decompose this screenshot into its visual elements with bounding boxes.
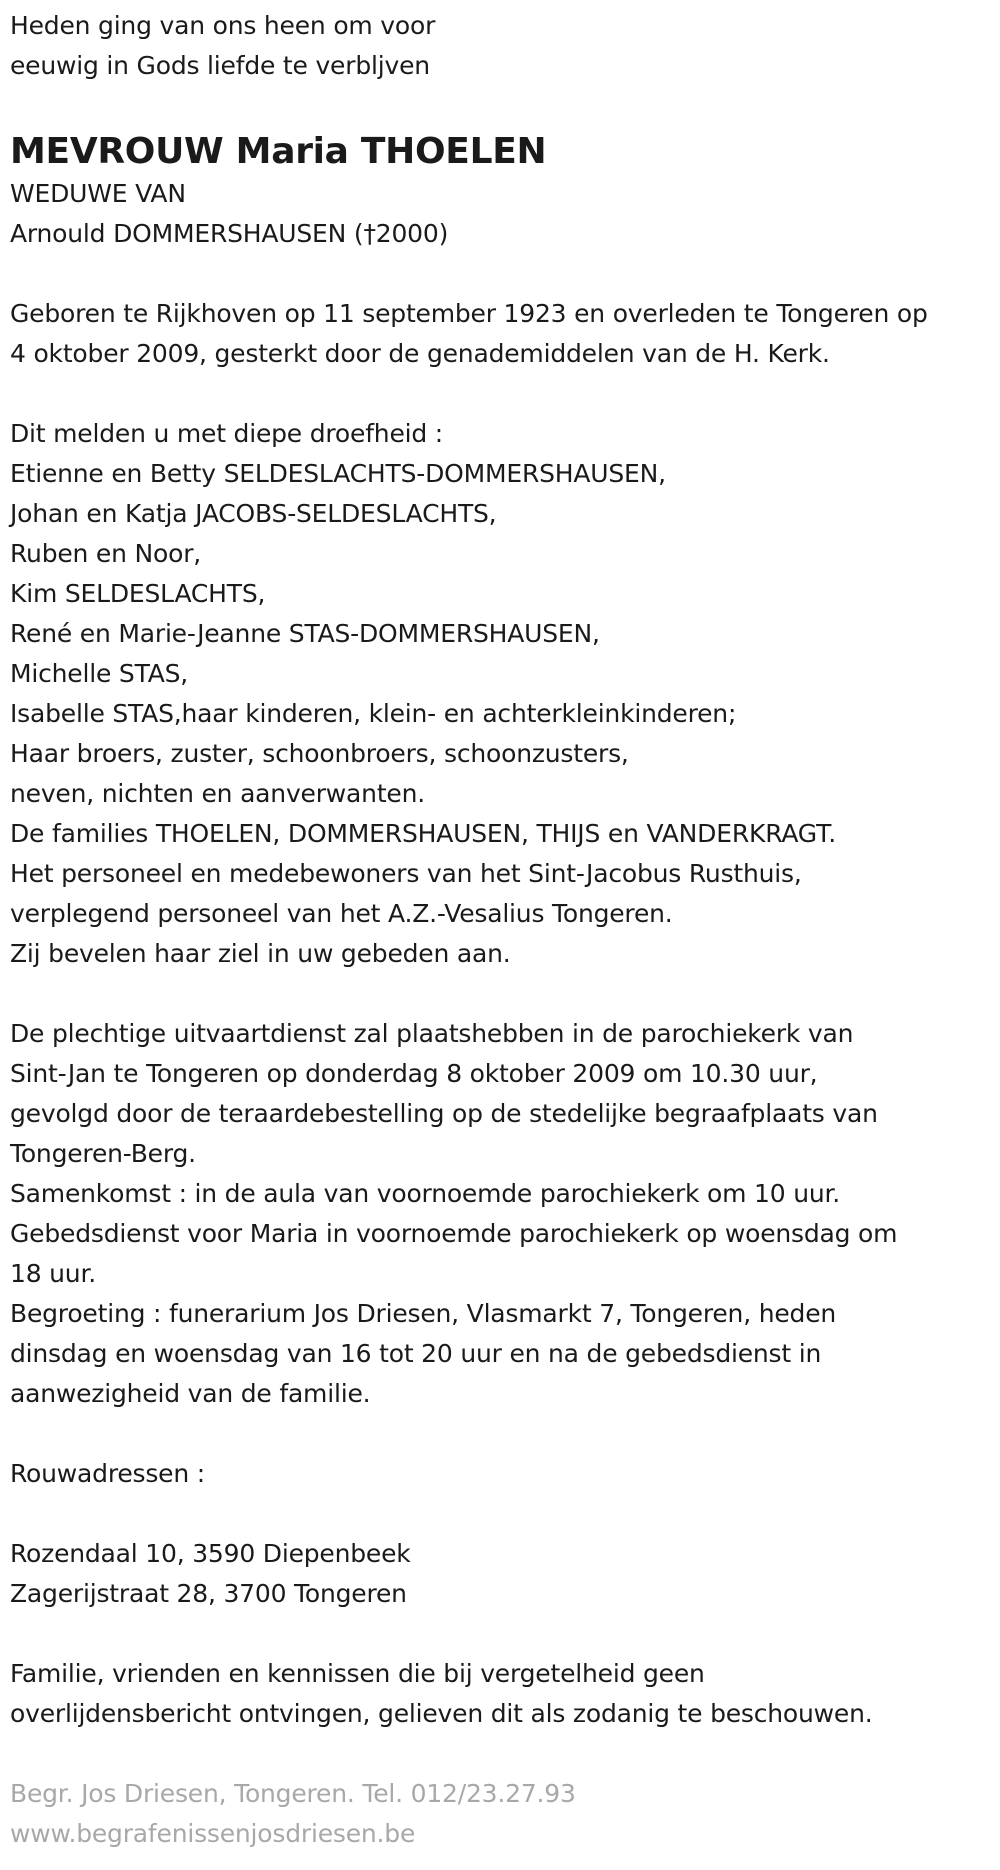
spacer xyxy=(10,86,995,126)
spacer xyxy=(10,1734,995,1774)
funeral-home-website: www.begrafenissenjosdriesen.be xyxy=(10,1819,416,1848)
announcer-line: Dit melden u met diepe droefheid : xyxy=(10,419,444,448)
intro-line: eeuwig in Gods liefde te verbljven xyxy=(10,51,430,80)
spacer xyxy=(10,1614,995,1654)
ceremony-section xyxy=(10,1014,995,1414)
ceremony-line: Begroeting : funerarium Jos Driesen, Vlasmarkt 7, Tongeren, heden xyxy=(10,1299,837,1328)
birth-death-line: Geboren te Rijkhoven op 11 september 1923 en overleden te Tongeren op xyxy=(10,299,928,328)
ceremony-line: dinsdag en woensdag van 16 tot 20 uur en na de gebedsdienst in xyxy=(10,1339,822,1368)
spacer xyxy=(10,254,995,294)
announcer-line: Johan en Katja JACOBS-SELDESLACHTS, xyxy=(10,499,497,528)
announcer-line: Etienne en Betty SELDESLACHTS-DOMMERSHAUSEN, xyxy=(10,459,666,488)
spacer xyxy=(10,1494,995,1534)
ceremony-line: 18 uur. xyxy=(10,1259,96,1288)
ceremony-line: De plechtige uitvaartdienst zal plaatshebben in de parochiekerk van xyxy=(10,1019,854,1048)
funeral-home-contact: Begr. Jos Driesen, Tongeren. Tel. 012/23.27.93 xyxy=(10,1779,576,1808)
funeral-home-footer xyxy=(10,1774,995,1854)
birth-death-line: 4 oktober 2009, gesterkt door de genademiddelen van de H. Kerk. xyxy=(10,339,830,368)
announcer-line: Zij bevelen haar ziel in uw gebeden aan. xyxy=(10,939,511,968)
announcer-line: Isabelle STAS,haar kinderen, klein- en achterkleinkinderen; xyxy=(10,699,737,728)
ceremony-line: Sint-Jan te Tongeren op donderdag 8 oktober 2009 om 10.30 uur, xyxy=(10,1059,818,1088)
ceremony-line: Samenkomst : in de aula van voornoemde parochiekerk om 10 uur. xyxy=(10,1179,841,1208)
addresses-label: Rouwadressen : xyxy=(10,1459,205,1488)
intro-section xyxy=(10,6,995,86)
deceased-section xyxy=(10,130,995,254)
closing-line: Familie, vrienden en kennissen die bij vergetelheid geen xyxy=(10,1659,705,1688)
spacer xyxy=(10,974,995,1014)
deceased-name: MEVROUW Maria THOELEN xyxy=(10,131,547,172)
ceremony-line: Gebedsdienst voor Maria in voornoemde parochiekerk op woensdag om xyxy=(10,1219,898,1248)
announcer-line: Kim SELDESLACHTS, xyxy=(10,579,266,608)
announcer-line: Michelle STAS, xyxy=(10,659,189,688)
announcer-line: verplegend personeel van het A.Z.-Vesalius Tongeren. xyxy=(10,899,673,928)
spacer xyxy=(10,374,995,414)
announcer-line: neven, nichten en aanverwanten. xyxy=(10,779,425,808)
obituary-document xyxy=(10,6,995,1854)
addresses-section xyxy=(10,1454,995,1614)
ceremony-line: aanwezigheid van de familie. xyxy=(10,1379,371,1408)
ceremony-line: gevolgd door de teraardebestelling op de stedelijke begraafplaats van xyxy=(10,1099,878,1128)
closing-line: overlijdensbericht ontvingen, gelieven dit als zodanig te beschouwen. xyxy=(10,1699,873,1728)
spouse-name: Arnould DOMMERSHAUSEN (†2000) xyxy=(10,219,449,248)
announcer-line: Het personeel en medebewoners van het Sint-Jacobus Rusthuis, xyxy=(10,859,802,888)
announcer-line: De families THOELEN, DOMMERSHAUSEN, THIJS en VANDERKRAGT. xyxy=(10,819,836,848)
intro-line: Heden ging van ons heen om voor xyxy=(10,11,436,40)
widow-status: WEDUWE VAN xyxy=(10,179,186,208)
announcer-line: Haar broers, zuster, schoonbroers, schoonzusters, xyxy=(10,739,629,768)
spacer xyxy=(10,1414,995,1454)
birth-death-section xyxy=(10,294,995,374)
announcer-line: Ruben en Noor, xyxy=(10,539,202,568)
closing-section xyxy=(10,1654,995,1734)
address-line: Zagerijstraat 28, 3700 Tongeren xyxy=(10,1579,407,1608)
announcer-line: René en Marie-Jeanne STAS-DOMMERSHAUSEN, xyxy=(10,619,600,648)
announcers-section xyxy=(10,414,995,974)
address-line: Rozendaal 10, 3590 Diepenbeek xyxy=(10,1539,411,1568)
ceremony-line: Tongeren-Berg. xyxy=(10,1139,196,1168)
